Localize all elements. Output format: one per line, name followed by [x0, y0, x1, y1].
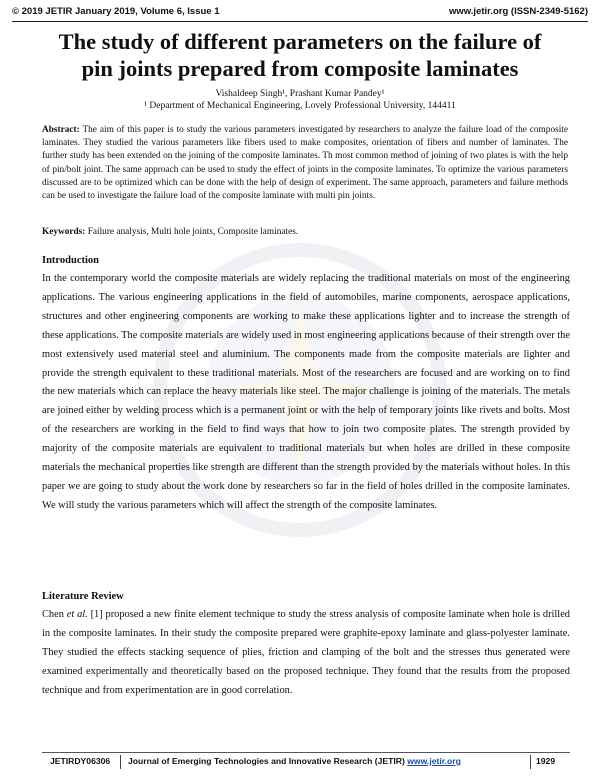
keywords-text: Failure analysis, Multi hole joints, Composite laminates. [87, 227, 299, 237]
paper-title [30, 28, 570, 82]
abstract-text: The aim of this paper is to study the various parameters investigated by researchers to analyze the failure load of the composite laminates. They studied the various parameters like fibers used to make composites, orientation of fibers and number of laminates. The further study has been extended on the joining of the composite laminates. Th most common method of joining of two plates is with the help of pin/bolt joint. The same approach can be used to study the effect of joints in the composite laminates. To optimize the various parameters discussed are to be optimized which can be done with the help of design of experiment. The same approach, parameters and failure methods can be used to investigate the failure load of the composite laminate with multi pin joints. [42, 125, 568, 202]
abstract [42, 124, 568, 203]
page-number: 1929 [536, 756, 556, 766]
footer-journal-name: Journal of Emerging Technologies and Innovative Research (JETIR) [128, 756, 405, 766]
footer-journal [128, 756, 461, 766]
keywords [42, 226, 568, 239]
header-website: www.jetir.org (ISSN-2349-5162) [448, 6, 588, 17]
cited-author: Chen [42, 609, 64, 620]
title-line-1: The study of different parameters on the failure of [58, 29, 542, 54]
author-list: Vishaldeep Singh¹, Prashant Kumar Pandey¹ [215, 89, 385, 99]
running-header [12, 6, 588, 20]
header-issue-info: © 2019 JETIR January 2019, Volume 6, Issue 1 [12, 6, 220, 17]
title-line-2: pin joints prepared from composite laminates [81, 56, 519, 81]
abstract-label: Abstract: [42, 125, 80, 135]
footer-paper-id: JETIRDY06306 [50, 756, 111, 766]
page-footer [42, 756, 570, 770]
introduction-heading: Introduction [42, 255, 99, 266]
author-affiliation: ¹ Department of Mechanical Engineering, Lovely Professional University, 144411 [144, 101, 456, 111]
header-divider [12, 21, 588, 22]
keywords-label: Keywords: [42, 227, 86, 237]
footer-separator [120, 755, 121, 769]
footer-divider [42, 752, 570, 753]
literature-review-text: [1] proposed a new finite element technique to study the stress analysis of composite laminate when hole is drilled in the composite laminates. In their study the composite prepared were graphite-epoxy laminate and glass-polyester laminate. They studied the effects stacking sequence of plies, friction and clamping of the bolt and the stresses thus generated were examined experimentally and theoretically based on the proposed technique. They found that the results from the proposed technique and from experimentation are in good correlation. [42, 609, 571, 696]
et-al: et al. [66, 609, 88, 620]
footer-separator [530, 755, 531, 769]
footer-website-link[interactable]: www.jetir.org [407, 756, 461, 766]
introduction-body: In the contemporary world the composite materials are widely replacing the traditional materials on most of the engineering applications. The various engineering applications in the field of automobiles, marine components, aerospace applications, structures and other engineering components are working to make these applications lighter and to increase the strength of these applications. The composite materials are widely used in most engineering applications because of their strength over the most extensively used material steel and aluminium. The components made from the composite materials are lighter and provide the strength equivalent to these traditional materials. Most of the researchers are focused and are working on to find the new materials which can replace the heavy materials like steel. The major challenge is joining of the materials. The metals are joined either by welding process which is a permanent joint or with the help of temporary joints like rivets and bolts. Most of the researchers are working in the field to find ways that how to join two composite plates. The strength provided by majority of the composite materials are equivalent to traditional materials but when holes are drilled in these composite materials the mechanical properties like strength are different than the strength provided by the materials without holes. In this paper we are going to study about the work done by researchers so far in the field of holes drilled in the composite laminates. We will study the various parameters which will affect the strength of the composite laminates. [42, 273, 570, 511]
literature-review-heading: Literature Review [42, 591, 124, 602]
literature-review-body [42, 606, 570, 701]
